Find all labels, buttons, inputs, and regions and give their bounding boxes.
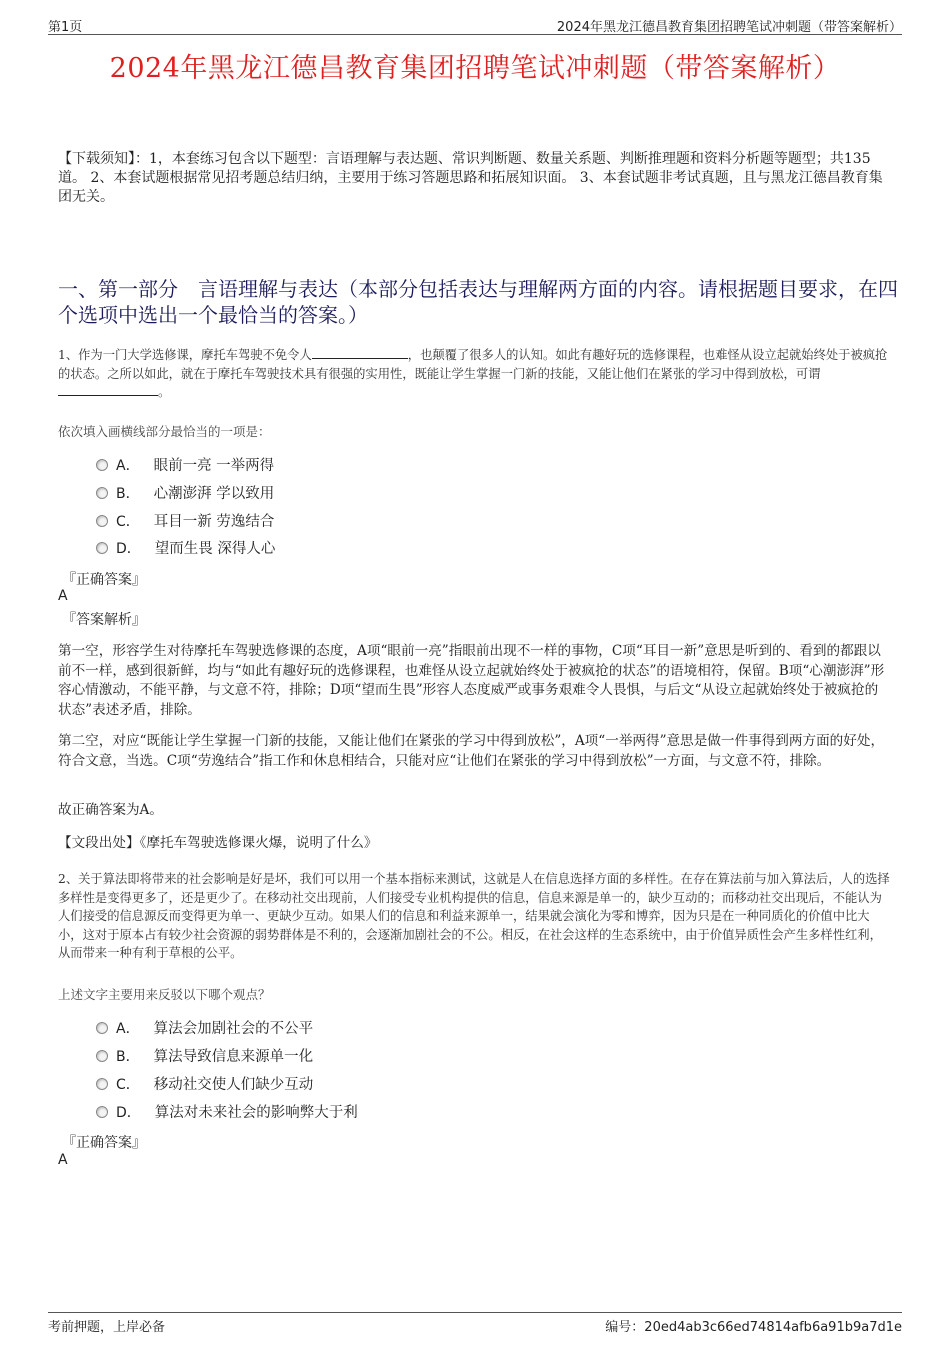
q1-source: 【文段出处】《摩托车驾驶选修课火爆，说明了什么》: [58, 835, 378, 851]
question-1-prompt: 依次填入画横线部分最恰当的一项是：: [58, 424, 271, 439]
radio-icon[interactable]: [96, 542, 108, 554]
download-notice: 【下载须知】：1，本套练习包含以下题型：言语理解与表达题、常识判断题、数量关系题、判断推理题和资料分析题等题型；共135道。 2、本套试题根据常见招考题总结归纳，主要用于练习答题思路和拓展知识面。 3、本套试题非考试真题，且与黑龙江德昌教育集团无关。: [58, 151, 883, 205]
question-2-prompt: 上述文字主要用来反驳以下哪个观点？: [58, 987, 271, 1002]
page-header: [48, 14, 902, 35]
footer-slogan: 考前押题，上岸必备: [48, 1320, 166, 1335]
page-title: 2024年黑龙江德昌教育集团招聘笔试冲刺题（带答案解析）: [109, 53, 841, 84]
q1-option-d[interactable]: D． 望而生畏 深得人心: [96, 539, 275, 559]
question-1-text: 1、作为一门大学选修课，摩托车驾驶不免令人 ，也颠覆了很多人的认知。如此有趣好玩的选修课程，也难怪从设立起就始终处于被疯抢的状态。之所以如此，就在于摩托车驾驶技术具有很强的实用性，既能让学生掌握一门新的技能，又能让他们在紧张的学习中得到放松，可谓。: [58, 348, 888, 399]
page-footer: [48, 1312, 902, 1337]
blank-1: [312, 346, 408, 359]
q1-analysis-label: 『答案解析』: [62, 612, 146, 628]
q1-option-c[interactable]: C． 耳目一新 劳逸结合: [96, 512, 274, 532]
radio-icon[interactable]: [96, 515, 108, 527]
question-2-text: 2、关于算法即将带来的社会影响是好是坏，我们可以用一个基本指标来测试，这就是人在信息选择方面的多样性。在存在算法前与加入算法后，人的选择多样性是变得更多了，还是更少了。在移动社交出现前，人们接受专业机构提供的信息，信息来源是单一的，缺少互动的；而移动社交出现后，不能认为人们接受的信息源反而变得更为单一、更缺少互动。如果人们的信息和利益来源单一，结果就会演化为零和博弈，因为只是在一种同质化的价值中比大小，这对于原本占有较少社会资源的弱势群体是不利的，会逐渐加剧社会的不公。相反，在社会这样的生态系统中，由于价值异质性会产生多样性红利，从而带来一种有利于草根的公平。: [58, 872, 890, 960]
radio-icon[interactable]: [96, 1022, 108, 1034]
q2-option-a[interactable]: A． 算法会加剧社会的不公平: [96, 1019, 313, 1039]
q2-option-b[interactable]: B． 算法导致信息来源单一化: [96, 1047, 313, 1067]
radio-icon[interactable]: [96, 1106, 108, 1118]
blank-2: [58, 383, 158, 396]
q2-option-d[interactable]: D． 算法对未来社会的影响弊大于利: [96, 1103, 358, 1123]
radio-icon[interactable]: [96, 1078, 108, 1090]
q1-analysis-2: 第二空，对应“既能让学生掌握一门新的技能，又能让他们在紧张的学习中得到放松”，A项“一举两得”意思是做一件事得到两方面的好处，符合文意，当选。C项“劳逸结合”指工作和休息相结合，只能对应“让他们在紧张的学习中得到放松”一方面，与文意不符，排除。: [58, 733, 885, 769]
section-heading: 一、第一部分 言语理解与表达（本部分包括表达与理解两方面的内容。请根据题目要求，在四个选项中选出一个最恰当的答案。）: [58, 277, 898, 327]
q1-option-a[interactable]: A． 眼前一亮 一举两得: [96, 456, 274, 476]
radio-icon[interactable]: [96, 1050, 108, 1062]
q1-option-b[interactable]: B． 心潮澎湃 学以致用: [96, 484, 274, 504]
footer-doc-id: 编号：20ed4ab3c66ed74814afb6a91b9a7d1e: [605, 1320, 902, 1335]
header-doc-title: 2024年黑龙江德昌教育集团招聘笔试冲刺题（带答案解析）: [556, 20, 902, 35]
q1-analysis-1: 第一空，形容学生对待摩托车驾驶选修课的态度，A项“眼前一亮”指眼前出现不一样的事物，C项“耳目一新”意思是听到的、看到的都跟以前不一样，感到很新鲜，均与“如此有趣好玩的选修课程，也难怪从设立起就始终处于被疯抢的状态”的语境相符，保留。B项“心潮澎湃”形容心情激动，不能平静，与文意不符，排除；D项“望而生畏”形容人态度威严或事务艰难令人畏惧，与后文“从设立起就始终处于被疯抢的状态”表述矛盾，排除。: [58, 643, 885, 718]
q2-option-c[interactable]: C． 移动社交使人们缺少互动: [96, 1075, 313, 1095]
q1-answer: A: [58, 588, 68, 604]
q1-analysis-3: 故正确答案为A。: [58, 802, 163, 818]
page-number: 第1页: [48, 20, 83, 35]
radio-icon[interactable]: [96, 487, 108, 499]
q2-answer-label: 『正确答案』: [62, 1135, 146, 1151]
q2-answer: A: [58, 1152, 68, 1168]
q1-answer-label: 『正确答案』: [62, 572, 146, 588]
radio-icon[interactable]: [96, 459, 108, 471]
